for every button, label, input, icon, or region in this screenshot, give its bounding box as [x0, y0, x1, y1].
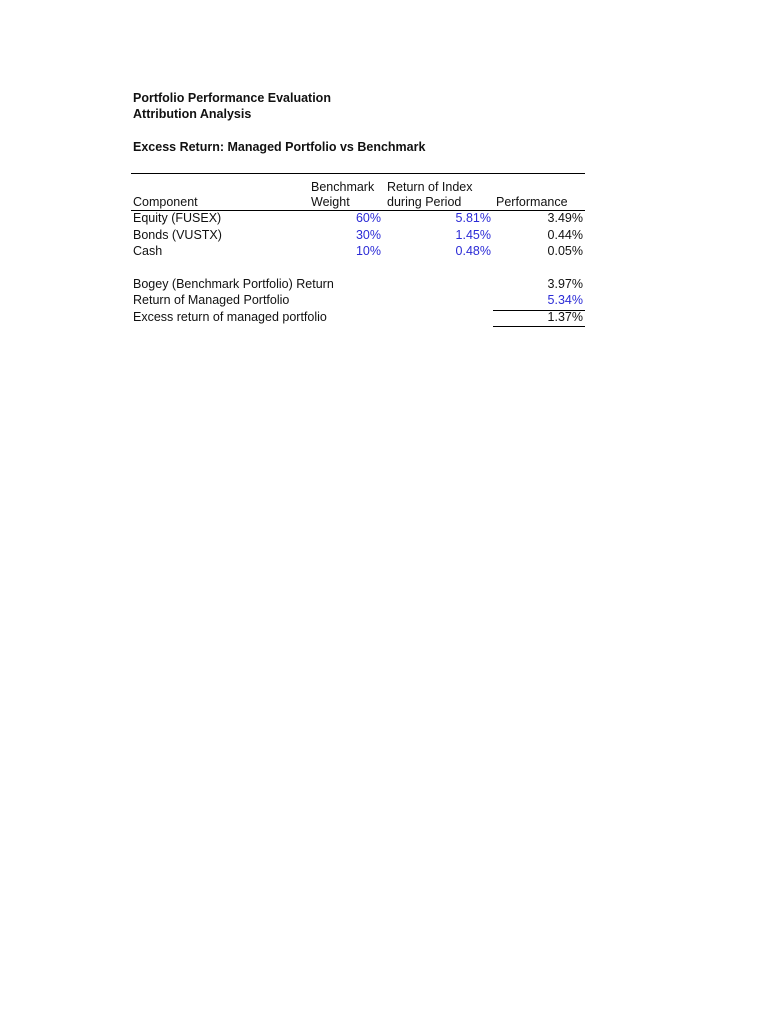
row-cash-return: 0.48%: [455, 244, 491, 258]
row-cash-weight: 10%: [355, 244, 381, 258]
row-equity-performance: 3.49%: [547, 211, 583, 225]
report-title: Portfolio Performance Evaluation: [133, 91, 331, 105]
bogey-label: Bogey (Benchmark Portfolio) Return: [133, 277, 334, 291]
managed-value: 5.34%: [547, 293, 583, 307]
section-title: Excess Return: Managed Portfolio vs Benchmark: [133, 140, 426, 154]
row-bonds-return: 1.45%: [455, 228, 491, 242]
managed-label: Return of Managed Portfolio: [133, 293, 290, 307]
row-bonds-performance: 0.44%: [547, 228, 583, 242]
row-bonds-component: Bonds (VUSTX): [133, 228, 222, 242]
excess-value: 1.37%: [547, 310, 583, 324]
header-component: Component: [133, 195, 198, 209]
row-equity-component: Equity (FUSEX): [133, 211, 222, 225]
report-subtitle: Attribution Analysis: [133, 107, 252, 121]
row-equity-return: 5.81%: [455, 211, 491, 225]
table-top-rule: [131, 173, 585, 174]
header-performance: Performance: [496, 195, 568, 209]
row-equity-weight: 60%: [355, 211, 381, 225]
row-cash-component: Cash: [133, 244, 163, 258]
row-cash-performance: 0.05%: [547, 244, 583, 258]
bogey-value: 3.97%: [547, 277, 583, 291]
row-bonds-weight: 30%: [355, 228, 381, 242]
header-return-line2: during Period: [387, 195, 462, 209]
header-weight-line2: Weight: [311, 195, 350, 209]
excess-label: Excess return of managed portfolio: [133, 310, 327, 324]
header-return-line1: Return of Index: [387, 180, 473, 194]
header-weight-line1: Benchmark: [311, 180, 375, 194]
total-rule: [493, 326, 585, 327]
